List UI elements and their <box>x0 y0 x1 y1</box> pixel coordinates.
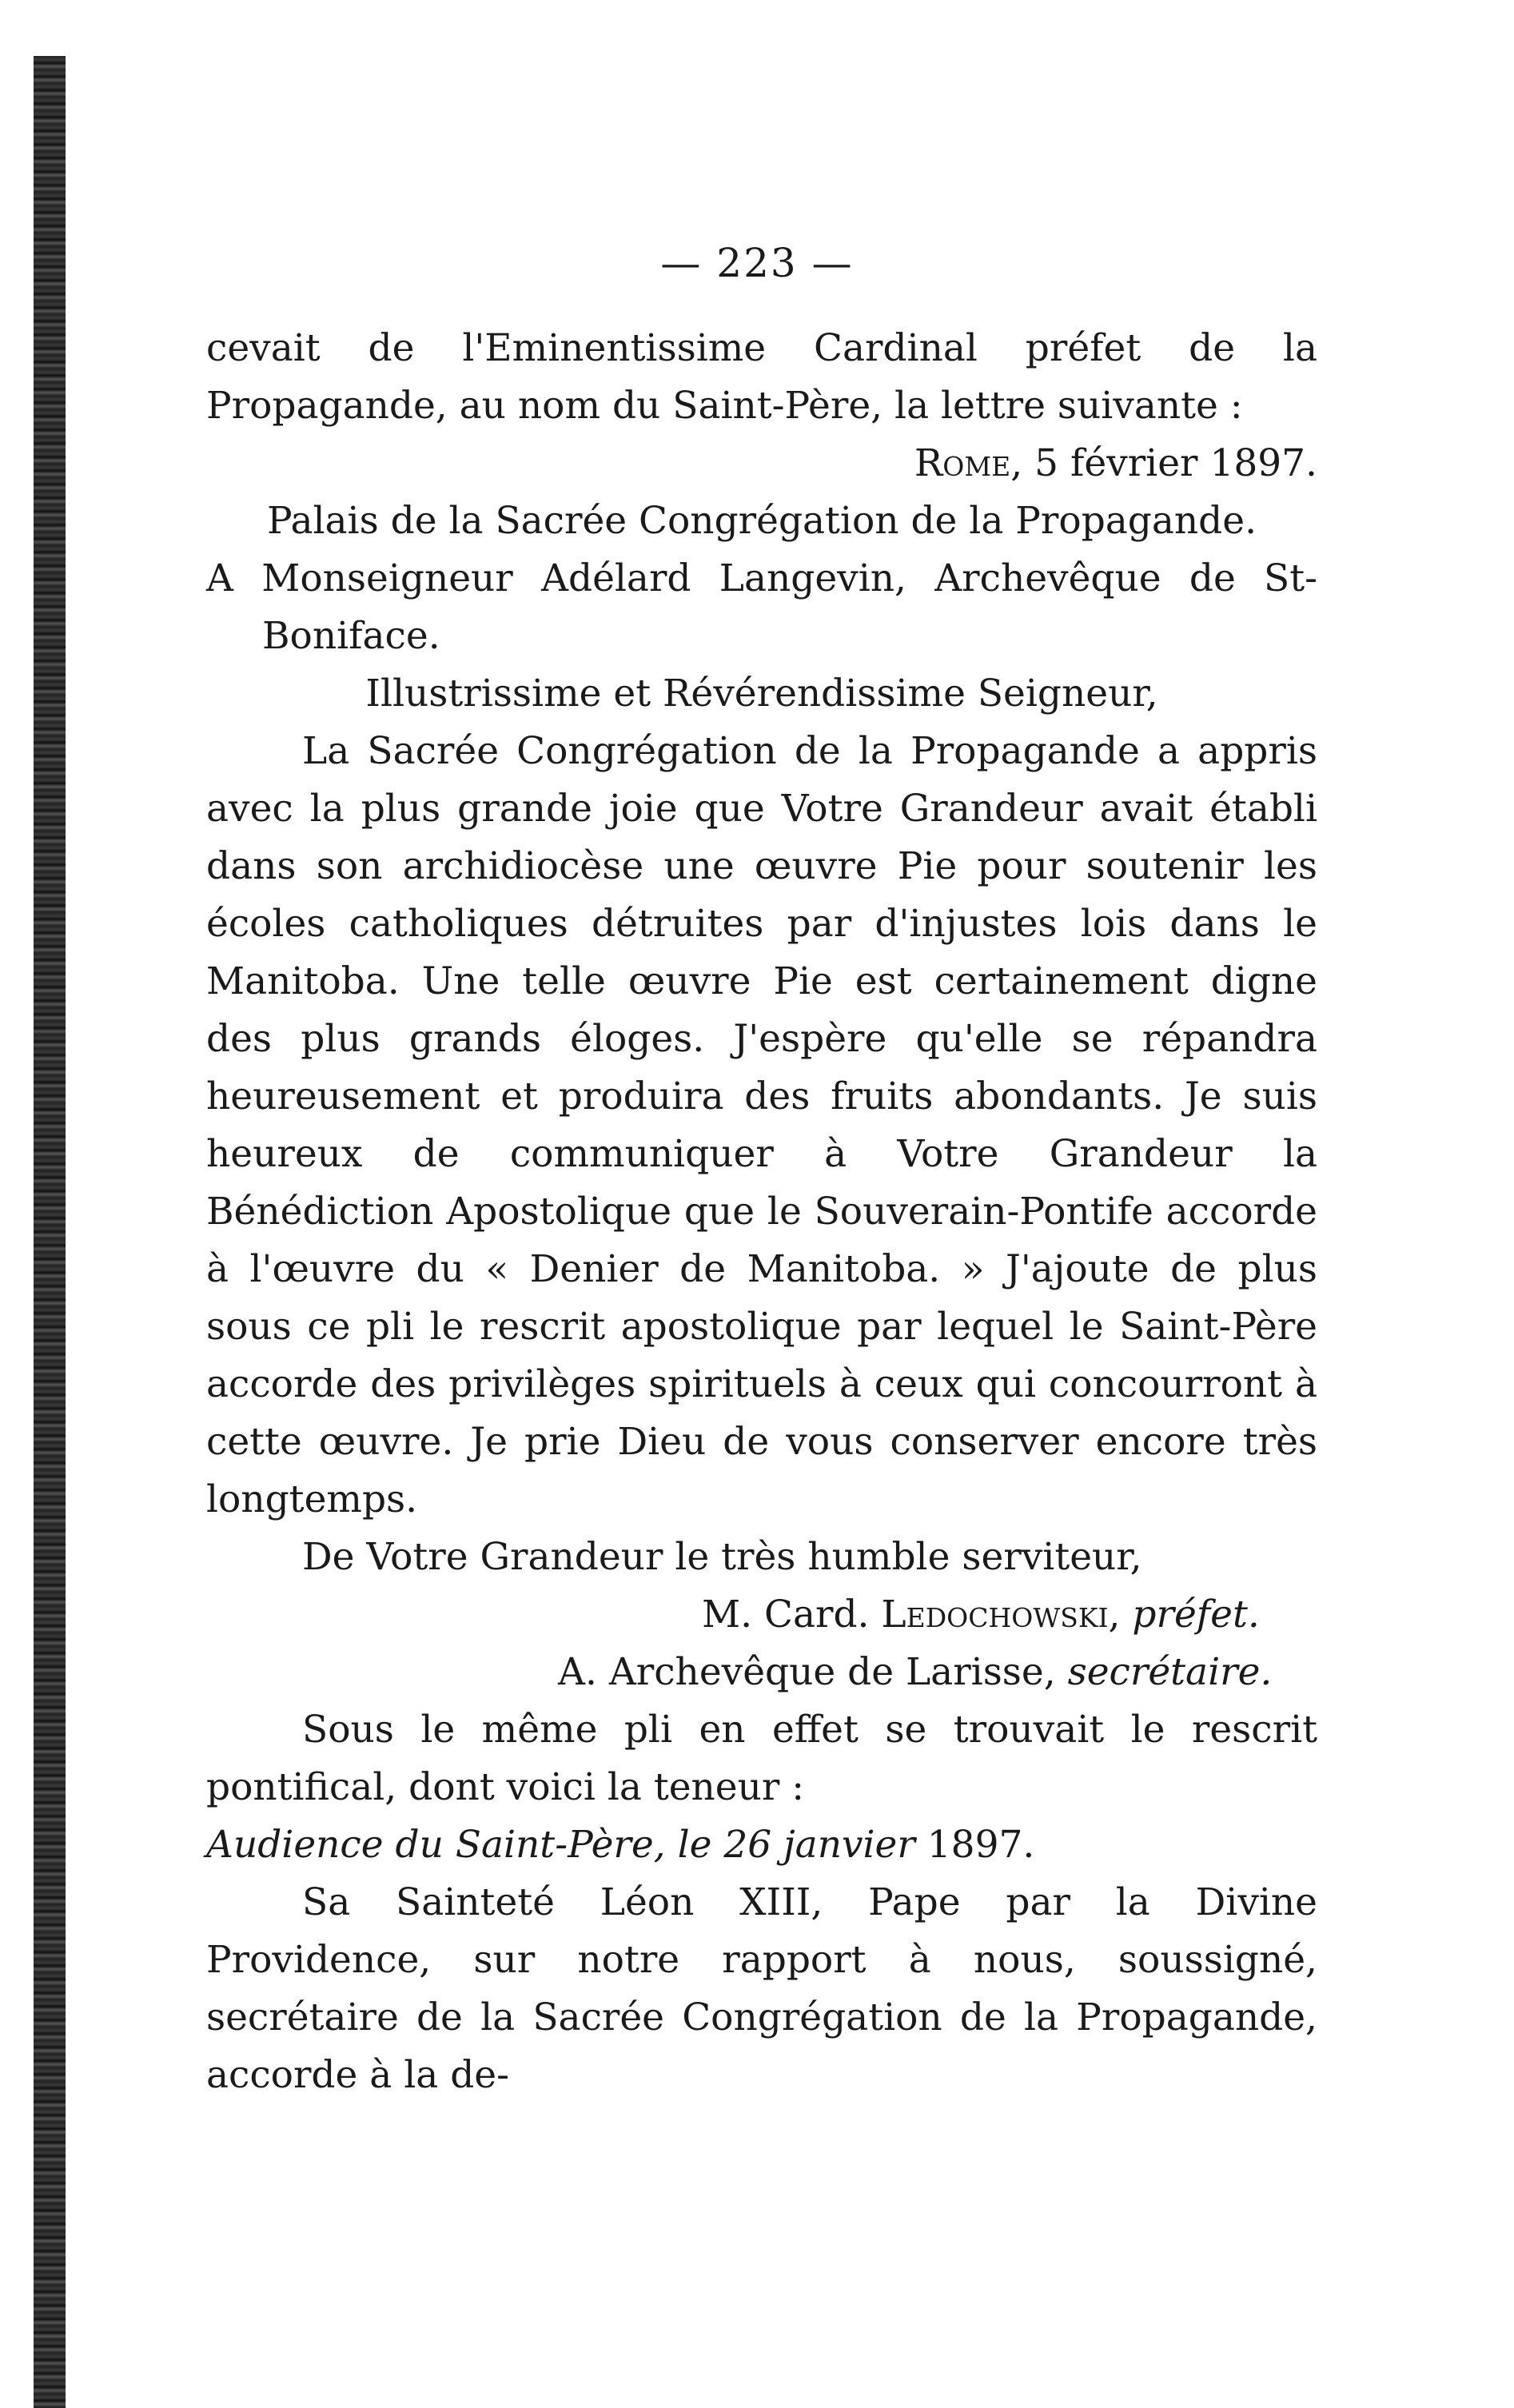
intro-paragraph: cevait de l'Eminentissime Cardinal préfet de la Propagande, au nom du Saint-Père, la lettre suivante : <box>206 326 1317 428</box>
signature-prefect-name: Ledochowski <box>881 1593 1109 1637</box>
dateline <box>206 435 1317 492</box>
palais-line: Palais de la Sacrée Congrégation de la Propagande. <box>266 499 1257 543</box>
closing-line: De Votre Grandeur le très humble serviteur, <box>302 1535 1142 1579</box>
audience-label: Audience du Saint-Père, le 26 janvier <box>206 1823 915 1867</box>
page-number: — 223 — <box>660 240 854 286</box>
signature-prefect: M. Card. Ledochowski, préfet. <box>702 1593 1260 1637</box>
signature-secretary-title: secrétaire. <box>1067 1650 1273 1694</box>
addressee: A Monseigneur Adélard Langevin, Archevêque de St-Boniface. <box>206 556 1317 658</box>
audience-line <box>206 1816 1317 1874</box>
rescript-intro: Sous le même pli en effet se trouvait le rescrit pontifical, dont voici la teneur : <box>206 1708 1317 1809</box>
letter-body: La Sacrée Congrégation de la Propagande a appris avec la plus grande joie que Votre Grandeur avait établi dans son archidiocèse une œuvre Pie pour soutenir les écoles catholiques détruites par d'injustes lois dans le Manitoba. Une telle œuvre Pie est certainement digne des plus grands éloges. J'espère qu'elle se répandra heureusement et produira des fruits abondants. Je suis heureux de communiquer à Votre Grandeur la Bénédiction Apostolique que le Souverain-Pontife accorde à l'œuvre du « Denier de Manitoba. » J'ajoute de plus sous ce pli le rescrit apostolique par lequel le Saint-Père accorde des privilèges spirituels à ceux qui concourront à cette œuvre. Je prie Dieu de vous conserver encore très longtemps. <box>206 729 1317 1521</box>
final-paragraph: Sa Sainteté Léon XIII, Pape par la Divine Providence, sur notre rapport à nous, soussigné, secrétaire de la Sacrée Congrégation de la Propagande, accorde à la de- <box>206 1880 1317 2097</box>
signature-prefect-prefix: M. Card. <box>702 1593 882 1637</box>
signature-secretary-name: A. Archevêque de Larisse, <box>558 1650 1068 1694</box>
dateline-place: Rome <box>914 441 1011 485</box>
audience-year: 1897. <box>914 1823 1035 1867</box>
signature-secretary <box>206 1644 1317 1701</box>
signature-prefect-title: préfet. <box>1132 1593 1260 1637</box>
salutation: Illustrissime et Révérendissime Seigneur, <box>365 672 1158 716</box>
page-text <box>206 320 1317 2104</box>
dateline-date: , 5 février 1897. <box>1010 441 1317 485</box>
book-binding-edge <box>34 56 66 2408</box>
